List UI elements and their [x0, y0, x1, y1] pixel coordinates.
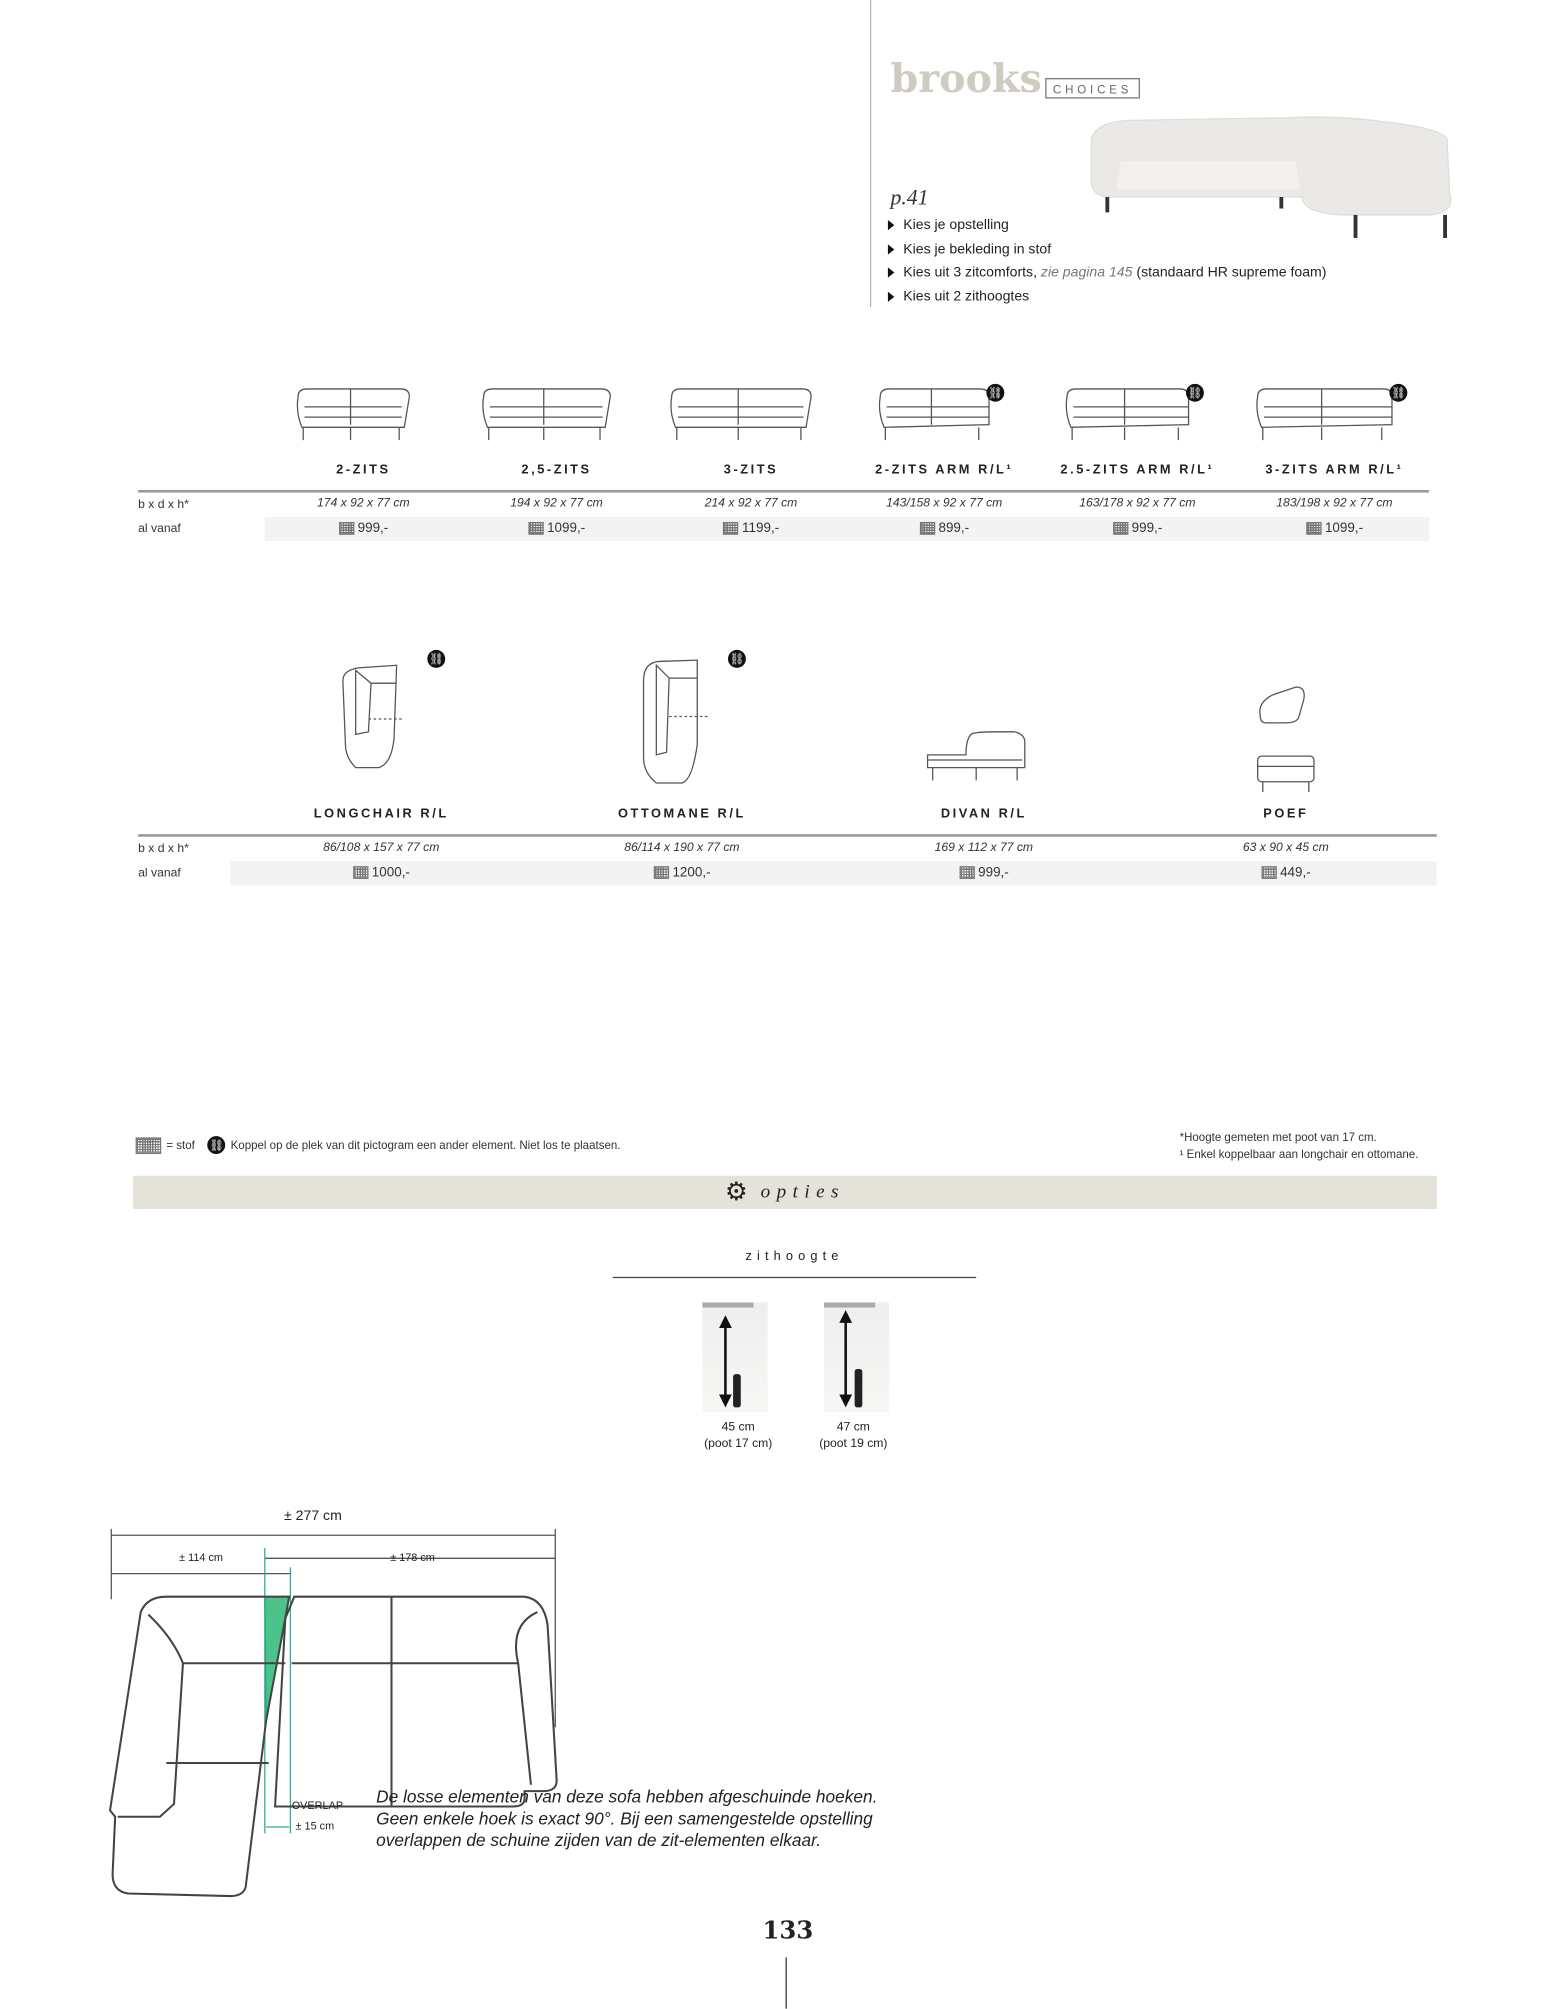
item-dims: 214 x 92 x 77 cm [704, 496, 798, 511]
sofa-pictogram-icon [292, 386, 435, 450]
gear-icon: ⚙ [724, 1178, 748, 1207]
price-row-label: al vanaf [138, 521, 181, 537]
sofa-pictogram [848, 386, 1040, 456]
page-reference: p.41 [890, 185, 929, 210]
sofa-pictogram [461, 386, 653, 456]
item-name: LONGCHAIR R/L [313, 807, 449, 822]
item-price: 1000,- [285, 865, 477, 880]
sofa-pictogram [267, 386, 459, 456]
item-name: 2-ZITS ARM R/L¹ [875, 463, 1014, 478]
item-price: 999,- [888, 865, 1080, 880]
item-price: 1099,- [1238, 521, 1430, 536]
item-name: 3-ZITS ARM R/L¹ [1265, 463, 1404, 478]
item-dims: 143/158 x 92 x 77 cm [886, 496, 1003, 511]
fabric-icon [919, 522, 934, 535]
feature-list [888, 214, 1327, 309]
section-divider [613, 1277, 976, 1278]
item-name: OTTOMANE R/L [617, 807, 746, 822]
diagram-description: De losse elementen van deze sofa hebben afgeschuinde hoeken. Geen enkele hoek is exact 90°. Bij een samengestelde opstelling overlappen de schuine zijden van de zit-elementen elkaar. [376, 1787, 878, 1851]
ottomane-pictogram-icon [631, 655, 733, 796]
element-pictogram [888, 729, 1080, 799]
item-dims: 86/108 x 157 x 77 cm [323, 840, 440, 855]
feature-item: Kies je opstelling [888, 214, 1327, 238]
poef-pictogram-icon [1247, 684, 1324, 799]
item-price: 999,- [267, 521, 459, 536]
seat-height-caption: 47 cm (poot 19 cm) [819, 1420, 888, 1451]
seat-height-photo [702, 1302, 767, 1412]
page-number: 133 [762, 1916, 814, 1945]
options-title: opties [760, 1181, 845, 1202]
table-divider [138, 834, 1437, 836]
fabric-icon [959, 866, 974, 879]
fabric-icon [1261, 866, 1276, 879]
overlap-label: OVERLAP [291, 1798, 344, 1812]
link-icon: ⛓ [728, 650, 746, 668]
item-name: 3-ZITS [723, 463, 779, 478]
overlap-value: ± 15 cm [295, 1819, 335, 1833]
item-dims: 163/178 x 92 x 77 cm [1079, 496, 1196, 511]
item-dims: 63 x 90 x 45 cm [1242, 840, 1329, 855]
item-dims: 174 x 92 x 77 cm [317, 496, 410, 511]
fabric-icon [653, 866, 668, 879]
divan-pictogram-icon [920, 729, 1048, 793]
total-width-label: ± 277 cm [284, 1508, 342, 1524]
brand-title: brooks [890, 56, 1042, 103]
legend: = stof ⛓ Koppel op de plek van dit pictogram een ander element. Niet los te plaatsen. [136, 1136, 621, 1154]
page-line [786, 1957, 787, 2008]
sofa-pictogram-icon [477, 386, 636, 450]
dims-row-label: b x d x h* [138, 841, 189, 856]
footnotes: *Hoogte gemeten met poot van 17 cm. ¹ Enkel koppelbaar aan longchair en ottomane. [1179, 1130, 1419, 1161]
fabric-icon [1112, 522, 1127, 535]
left-width-label: ± 114 cm [179, 1550, 223, 1564]
item-dims: 194 x 92 x 77 cm [510, 496, 603, 511]
fabric-icon [136, 1137, 162, 1154]
fabric-icon [1306, 522, 1321, 535]
fabric-icon [528, 522, 543, 535]
sofa-pictogram [655, 386, 847, 456]
link-icon: ⛓ [1186, 384, 1204, 402]
link-icon: ⛓ [1389, 384, 1407, 402]
item-dims: 86/114 x 190 x 77 cm [624, 840, 740, 855]
item-dims: 183/198 x 92 x 77 cm [1276, 496, 1393, 511]
price-row-label: al vanaf [138, 866, 181, 881]
seat-height-photo [824, 1302, 889, 1412]
section-title: zithoogte [745, 1249, 844, 1265]
feature-item: Kies uit 3 zitcomforts, zie pagina 145 (standaard HR supreme foam) [888, 261, 1327, 285]
item-price: 1199,- [655, 521, 847, 536]
fabric-icon [353, 866, 368, 879]
options-band [133, 1176, 1437, 1209]
item-price: 1200,- [586, 865, 778, 880]
item-price: 999,- [1041, 521, 1233, 536]
sofa-pictogram-icon [665, 386, 836, 450]
table-divider [138, 490, 1429, 492]
bullet-arrow-icon [888, 220, 894, 230]
choices-badge: CHOICES [1045, 78, 1140, 98]
fabric-icon [338, 522, 353, 535]
bullet-arrow-icon [888, 291, 894, 301]
item-price: 1099,- [461, 521, 653, 536]
item-name: 2,5-ZITS [521, 463, 592, 478]
element-pictogram [586, 655, 778, 802]
item-name: DIVAN R/L [940, 807, 1027, 822]
link-icon: ⛓ [208, 1136, 226, 1154]
element-pictogram [285, 655, 477, 789]
sofa-pictogram [1041, 386, 1233, 456]
item-name: 2.5-ZITS ARM R/L¹ [1060, 463, 1215, 478]
right-width-label: ± 178 cm [390, 1550, 435, 1564]
longchair-pictogram-icon [330, 655, 432, 783]
feature-item: Kies uit 2 zithoogtes [888, 285, 1327, 309]
element-pictogram [1190, 684, 1382, 806]
divider-line [870, 0, 871, 307]
item-name: POEF [1263, 807, 1309, 822]
bullet-arrow-icon [888, 268, 894, 278]
item-price: 449,- [1190, 865, 1382, 880]
page-link[interactable]: zie pagina 145 [1040, 264, 1133, 281]
link-icon: ⛓ [986, 384, 1004, 402]
seat-height-caption: 45 cm (poot 17 cm) [704, 1420, 773, 1451]
item-dims: 169 x 112 x 77 cm [934, 840, 1034, 855]
link-icon: ⛓ [427, 650, 445, 668]
dims-row-label: b x d x h* [138, 497, 189, 512]
feature-item: Kies je bekleding in stof [888, 237, 1327, 261]
fabric-icon [723, 522, 738, 535]
item-price: 899,- [848, 521, 1040, 536]
item-name: 2-ZITS [336, 463, 391, 478]
bullet-arrow-icon [888, 244, 894, 254]
